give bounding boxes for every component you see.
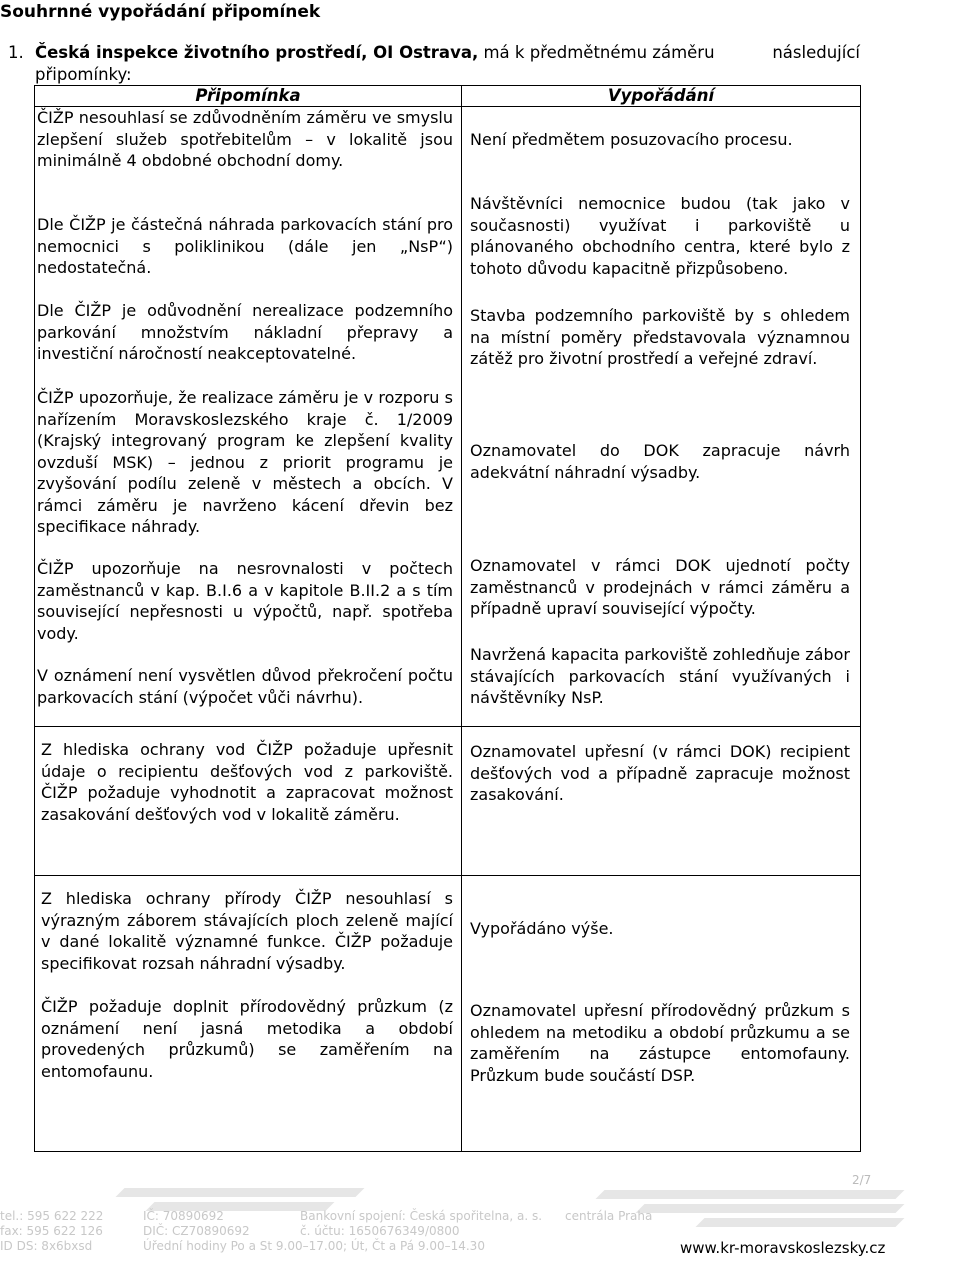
resolution-paragraph: Oznamovatel do DOK zapracuje návrh adekvátní náhradní výsadby. bbox=[470, 441, 850, 482]
resolution-paragraph: Stavba podzemního parkoviště by s ohledem na místní poměry představovala významnou zátěž pro životní prostředí a veřejné zdraví. bbox=[470, 306, 850, 368]
comment-paragraph: Z hlediska ochrany přírody ČIŽP nesouhlasí s výrazným záborem stávajících ploch zeleně mající v dané lokalitě významné funkce. ČIŽP požaduje specifikovat rozsah náhradní výsadby. bbox=[41, 889, 453, 973]
comment-paragraph: Dle ČIŽP je částečná náhrada parkovacích stání pro nemocnici s poliklinikou (dále jen „NsP“) nedostatečná. bbox=[37, 215, 453, 277]
footer-account: č. účtu: 1650676349/0800 bbox=[300, 1224, 460, 1238]
footer-hours: Úřední hodiny Po a St 9.00–17.00; Út, Čt a Pá 9.00–14.30 bbox=[143, 1239, 485, 1253]
resolution-paragraph: Návštěvníci nemocnice budou (tak jako v současnosti) využívat i parkoviště u plánovaného obchodního centra, které bylo z tohoto důvodu kapacitně přizpůsobeno. bbox=[470, 194, 850, 278]
resolution-paragraph: Oznamovatel upřesní (v rámci DOK) recipient dešťových vod a případně zapracuje možnost zasakování. bbox=[470, 742, 850, 804]
page-title: Souhrnné vypořádání připomínek bbox=[0, 2, 321, 22]
intro-paragraph bbox=[8, 42, 860, 86]
comments-table bbox=[34, 85, 861, 1152]
comment-paragraph: ČIŽP upozorňuje, že realizace záměru je v rozporu s nařízením Moravskoslezského kraje č. 1/2009 (Krajský integrovaný program ke zlepšení kvality ovzduší MSK) – jednou z priorit programu je zvyšování podílu zeleně v městech a obcích. V rámci záměru je navrženo kácení dřevin bez specifikace náhrady. bbox=[37, 388, 453, 536]
comment-cell bbox=[35, 107, 462, 727]
table-row bbox=[35, 876, 861, 1152]
page-number: 2/7 bbox=[852, 1173, 872, 1187]
resolution-paragraph: Není předmětem posuzovacího procesu. bbox=[470, 130, 793, 149]
comment-cell bbox=[35, 876, 462, 1152]
item-number: 1. bbox=[8, 43, 24, 62]
footer-ic: IČ: 70890692 bbox=[143, 1209, 224, 1223]
comment-paragraph: Z hlediska ochrany vod ČIŽP požaduje upřesnit údaje o recipientu dešťových vod z parkoviště. ČIŽP požaduje vyhodnotit a zapracovat možnost zasakování dešťových vod v lokalitě záměru. bbox=[41, 740, 453, 824]
resolution-paragraph: Navržená kapacita parkoviště zohledňuje zábor stávajících parkovacích stání využívaných i návštěvníky NsP. bbox=[470, 645, 850, 707]
footer-bank: Bankovní spojení: Česká spořitelna, a. s. bbox=[300, 1209, 543, 1223]
resolution-cell bbox=[462, 876, 861, 1152]
resolution-cell bbox=[462, 107, 861, 727]
table-row bbox=[35, 107, 861, 727]
table-row bbox=[35, 727, 861, 876]
comment-paragraph: ČIŽP nesouhlasí se zdůvodněním záměru ve smyslu zlepšení služeb spotřebitelům – v lokalitě jsou minimálně 4 obdobné obchodní domy. bbox=[37, 108, 453, 170]
comment-cell bbox=[35, 727, 462, 876]
footer-dic: DIČ: CZ70890692 bbox=[143, 1224, 250, 1238]
header-comment: Připomínka bbox=[35, 86, 462, 107]
organization-name: Česká inspekce životního prostředí, OI Ostrava, bbox=[35, 43, 479, 62]
table-header-row bbox=[35, 86, 861, 107]
resolution-paragraph: Vypořádáno výše. bbox=[470, 919, 614, 938]
footer-fax: fax: 595 622 126 bbox=[0, 1224, 103, 1238]
footer-tel: tel.: 595 622 222 bbox=[0, 1209, 104, 1223]
resolution-cell bbox=[462, 727, 861, 876]
resolution-paragraph: Oznamovatel v rámci DOK ujednotí počty zaměstnanců v prodejnách v rámci záměru a případně upraví související výpočty. bbox=[470, 556, 850, 618]
comment-paragraph: Dle ČIŽP je odůvodnění nerealizace podzemního parkování množstvím nákladní přepravy a investiční náročností neakceptovatelné. bbox=[37, 301, 453, 363]
footer-bank-branch: centrála Praha bbox=[565, 1209, 653, 1223]
comment-paragraph: ČIŽP požaduje doplnit přírodovědný průzkum (z oznámení není jasná metodika a období provedených průzkumů) se zaměřením na entomofaunu. bbox=[41, 997, 453, 1081]
resolution-paragraph: Oznamovatel upřesní přírodovědný průzkum s ohledem na metodiku a období průzkumu a se zaměřením na zástupce entomofauny. Průzkum bude součástí DSP. bbox=[470, 1001, 850, 1085]
comment-paragraph: ČIŽP upozorňuje na nesrovnalosti v počtech zaměstnanců v kap. B.I.6 a v kapitole B.II.2 a s tím související nepřesnosti u výpočtů, např. spotřeba vody. bbox=[37, 559, 453, 643]
footer-data-box: ID DS: 8x6bxsd bbox=[0, 1239, 93, 1253]
intro-second-line: připomínky: bbox=[35, 65, 132, 84]
comment-paragraph: V oznámení není vysvětlen důvod překročení počtu parkovacích stání (výpočet vůči návrhu). bbox=[37, 666, 453, 707]
header-resolution: Vypořádání bbox=[462, 86, 861, 107]
footer-website-link[interactable]: www.kr-moravskoslezsky.cz bbox=[680, 1239, 886, 1257]
intro-tail: následující bbox=[772, 43, 860, 62]
intro-middle: má k předmětnému záměru bbox=[483, 43, 715, 62]
